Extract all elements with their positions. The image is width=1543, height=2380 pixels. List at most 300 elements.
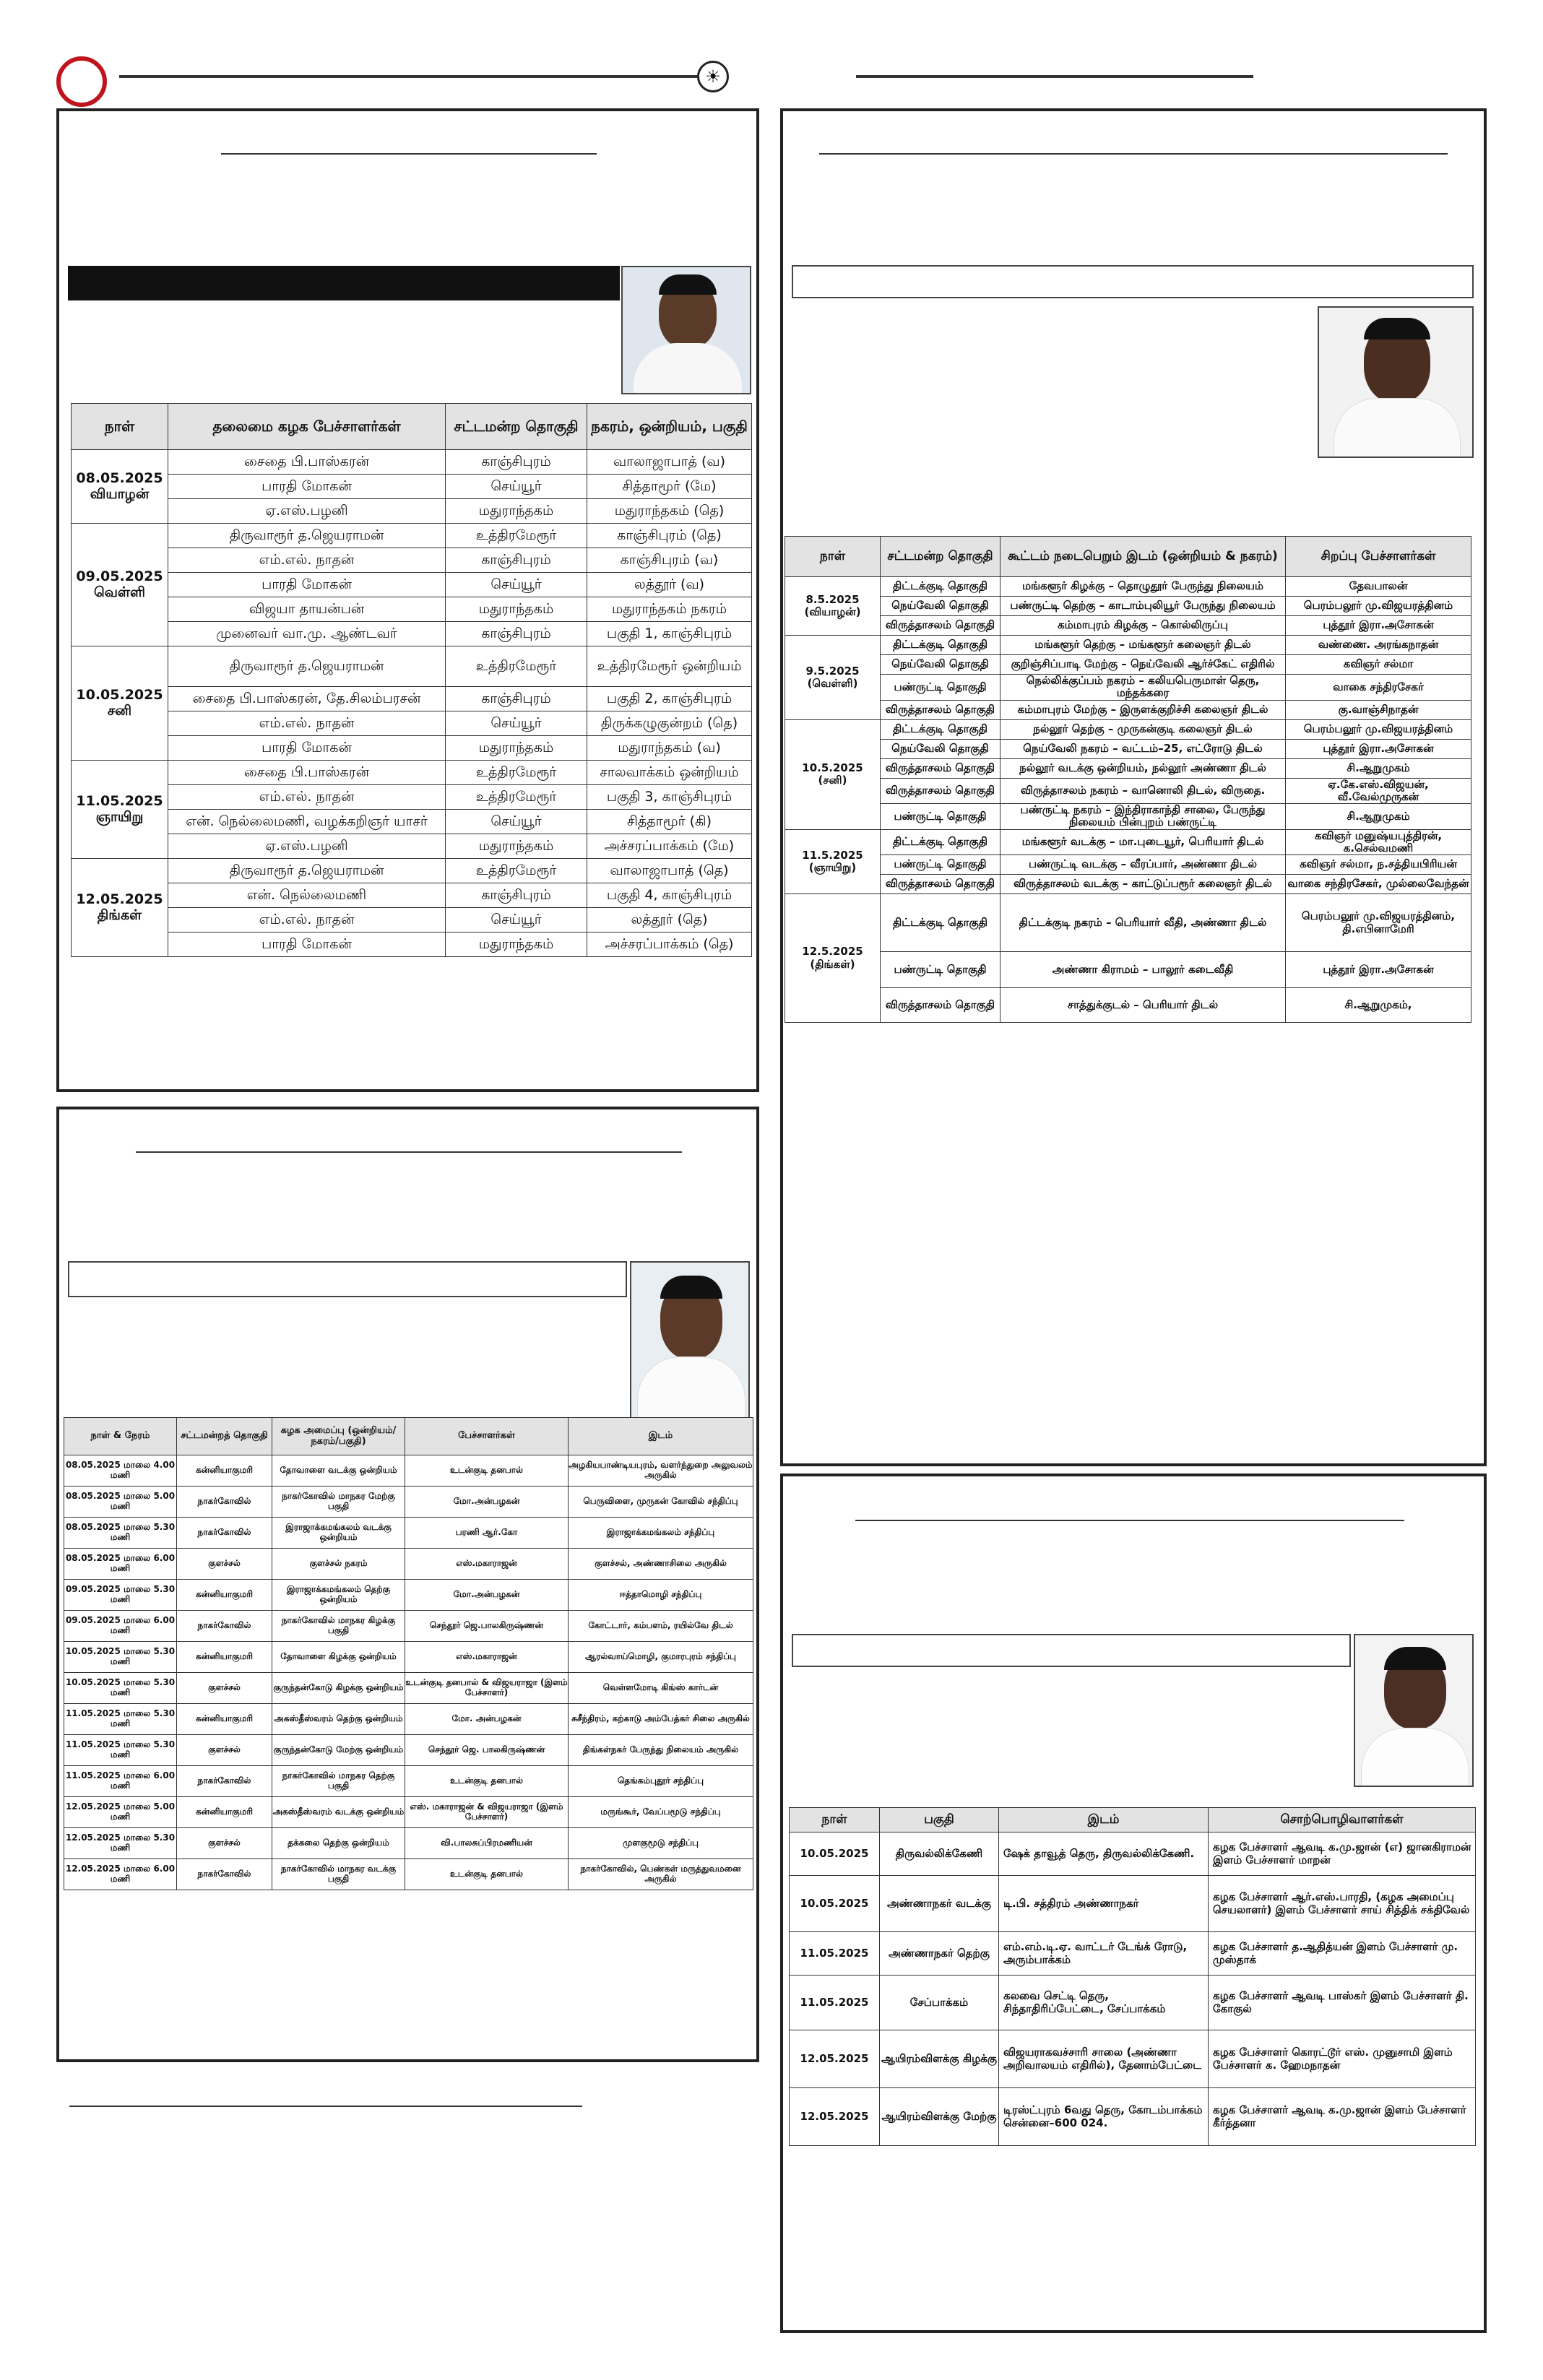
- column-header: நகரம், ஒன்றியம், பகுதி: [587, 404, 752, 450]
- table-row: [785, 675, 1471, 701]
- date-cell: 11.05.2025: [790, 1932, 880, 1976]
- table-row: [64, 1673, 753, 1704]
- schedule-table: [64, 1417, 753, 1890]
- constituency-cell: காஞ்சிபுரம்: [446, 450, 587, 475]
- speaker-cell: புத்தூர் இரா.அசோகன்: [1286, 739, 1471, 758]
- datetime-cell: 11.05.2025 மாலை 5.30 மணி: [64, 1735, 177, 1766]
- venue-cell: ஷேக் தாவூத் தெரு, திருவல்லிக்கேணி.: [999, 1832, 1209, 1876]
- datetime-cell: 12.05.2025 மாலை 6.00 மணி: [64, 1859, 177, 1890]
- speaker-cell: உடன்குடி தனபால் & விஜயராஜா (இளம் பேச்சாளர்): [405, 1673, 569, 1704]
- venue-cell: பண்ருட்டி வடக்கு – வீரப்பார், அண்ணா திடல்: [1000, 855, 1286, 875]
- date-cell: 10.05.2025: [790, 1876, 880, 1932]
- speaker-cell: எஸ்.மகாராஜன்: [405, 1642, 569, 1673]
- speaker-cell: முனைவர் வா.மு. ஆண்டவர்: [168, 622, 446, 646]
- area-cell: ஆயிரம்விளக்கு கிழக்கு: [880, 2030, 999, 2088]
- speaker-cell: விஜயா தாயன்பன்: [168, 597, 446, 622]
- venue-cell: பண்ருட்டி நகரம் – இந்திராகாந்தி சாலை, பேருந்து நிலையம் பின்புறம் பண்ருட்டி: [1000, 804, 1286, 830]
- venue-cell: நல்லூர் வடக்கு ஒன்றியம், நல்லூர் அண்ணா திடல்: [1000, 758, 1286, 778]
- constituency-cell: பண்ருட்டி தொகுதி: [881, 675, 1000, 701]
- area-cell: திருவல்லிக்கேணி: [880, 1832, 999, 1876]
- venue-cell: ஈத்தாமொழி சந்திப்பு: [569, 1580, 753, 1611]
- leader-photo: [1354, 1634, 1474, 1787]
- area-cell: வாலாஜாபாத் (வ): [587, 450, 752, 475]
- unit-cell: தோவாளை கிழக்கு ஒன்றியம்: [272, 1642, 405, 1673]
- area-cell: ஆயிரம்விளக்கு மேற்கு: [880, 2088, 999, 2146]
- speaker-cell: ஏ.கே.எஸ்.விஜயன், வீ.வேல்முருகன்: [1286, 778, 1471, 804]
- leader-photo: [630, 1261, 750, 1419]
- table-row: [72, 810, 752, 834]
- constituency-cell: நெய்வேலி தொகுதி: [881, 597, 1000, 616]
- venue-cell: கோட்டார், கம்பளம், ரயில்வே திடல்: [569, 1611, 753, 1642]
- constituency-cell: திட்டக்குடி தொகுதி: [881, 577, 1000, 597]
- venue-cell: திட்டக்குடி நகரம் – பெரியார் வீதி, அண்ணா திடல்: [1000, 894, 1286, 952]
- date-cell: 11.05.2025: [790, 1976, 880, 2030]
- schedule-box-kanchipuram: [56, 108, 759, 1092]
- venue-cell: கம்மாபுரம் மேற்கு – இருளக்குறிச்சி கலைஞர் திடல்: [1000, 700, 1286, 719]
- speaker-cell: கு.வாஞ்சிநாதன்: [1286, 700, 1471, 719]
- speaker-cell: பெரம்பலூர் மு.விஜயரத்தினம், தி.எபினாமேரி: [1286, 894, 1471, 952]
- unit-cell: தோவாளை வடக்கு ஒன்றியம்: [272, 1455, 405, 1487]
- venue-cell: திங்கள்நகர் பேருந்து நிலையம் அருகில்: [569, 1735, 753, 1766]
- venue-cell: இராஜாக்கமங்கலம் சந்திப்பு: [569, 1518, 753, 1549]
- constituency-cell: பண்ருட்டி தொகுதி: [881, 952, 1000, 988]
- table-row: [785, 778, 1471, 804]
- area-cell: திருக்கழுகுன்றம் (தெ): [587, 711, 752, 736]
- speaker-cell: கவிஞர் சல்மா: [1286, 655, 1471, 675]
- table-row: [790, 2030, 1476, 2088]
- table-row: [790, 1832, 1476, 1876]
- constituency-cell: கன்னியாகுமரி: [177, 1455, 272, 1487]
- speaker-cell: புத்தூர் இரா.அசோகன்: [1286, 616, 1471, 636]
- table-row: [790, 1976, 1476, 2030]
- speaker-cell: திருவாரூர் த.ஜெயராமன்: [168, 524, 446, 548]
- speaker-cell: சைதை பி.பாஸ்கரன்: [168, 450, 446, 475]
- constituency-cell: பண்ருட்டி தொகுதி: [881, 804, 1000, 830]
- constituency-cell: செய்யூர்: [446, 573, 587, 597]
- venue-cell: கலவை செட்டி தெரு, சிந்தாதிரிப்பேட்டை, சேப்பாக்கம்: [999, 1976, 1209, 2030]
- table-row: [72, 761, 752, 785]
- venue-cell: நெய்வேலி நகரம் – வட்டம்–25, எட்ரோடு திடல்: [1000, 739, 1286, 758]
- venue-cell: பண்ருட்டி தெற்கு – காடாம்புலியூர் பேருந்து நிலையம்: [1000, 597, 1286, 616]
- area-cell: காஞ்சிபுரம் (தெ): [587, 524, 752, 548]
- table-row: [785, 758, 1471, 778]
- speaker-cell: கவிஞர் மனுஷ்யபுத்திரன், க.செல்வமணி: [1286, 829, 1471, 855]
- constituency-cell: மதுராந்தகம்: [446, 597, 587, 622]
- speaker-cell: என். நெல்லைமணி, வழக்கறிஞர் யாசர்: [168, 810, 446, 834]
- speaker-cell: உடன்குடி தனபால்: [405, 1455, 569, 1487]
- unit-cell: அகஸ்தீஸ்வரம் தெற்கு ஒன்றியம்: [272, 1704, 405, 1735]
- constituency-cell: கன்னியாகுமரி: [177, 1580, 272, 1611]
- constituency-cell: செய்யூர்: [446, 810, 587, 834]
- column-header: கழக அமைப்பு (ஒன்றியம்/நகரம்/பகுதி): [272, 1418, 405, 1455]
- column-header: சட்டமன்ற தொகுதி: [446, 404, 587, 450]
- constituency-cell: காஞ்சிபுரம்: [446, 687, 587, 711]
- column-header: சட்டமன்ற தொகுதி: [881, 537, 1000, 577]
- datetime-cell: 11.05.2025 மாலை 6.00 மணி: [64, 1766, 177, 1797]
- table-row: [72, 883, 752, 908]
- table-row: [64, 1704, 753, 1735]
- table-row: [72, 736, 752, 761]
- speaker-cell: செந்தூர் ஜெ.பாலகிருஷ்ணன்: [405, 1611, 569, 1642]
- column-header: நாள் & நேரம்: [64, 1418, 177, 1455]
- table-row: [64, 1859, 753, 1890]
- table-row: [64, 1797, 753, 1828]
- table-row: [785, 804, 1471, 830]
- headline-bar: [68, 1261, 627, 1297]
- table-row: [72, 908, 752, 932]
- date-cell: 12.05.2025 திங்கள்: [72, 859, 168, 957]
- speaker-cell: கழக பேச்சாளர் ஆவடி க.மு.ஜான் இளம் பேச்சாளர் கீர்த்தனா: [1209, 2088, 1476, 2146]
- column-header: பகுதி: [880, 1808, 999, 1832]
- unit-cell: இராஜாக்கமங்கலம் வடக்கு ஒன்றியம்: [272, 1518, 405, 1549]
- constituency-cell: திட்டக்குடி தொகுதி: [881, 636, 1000, 655]
- speaker-cell: எம்.எல். நாதன்: [168, 785, 446, 810]
- constituency-cell: திட்டக்குடி தொகுதி: [881, 719, 1000, 739]
- area-cell: மதுராந்தகம் (தெ): [587, 499, 752, 524]
- table-row: [785, 577, 1471, 597]
- constituency-cell: காஞ்சிபுரம்: [446, 883, 587, 908]
- headline-rule: [136, 1151, 682, 1153]
- speaker-cell: எம்.எல். நாதன்: [168, 711, 446, 736]
- table-row: [72, 450, 752, 475]
- schedule-table: [785, 536, 1471, 1023]
- headline-rule: [819, 153, 1448, 155]
- date-cell: 9.5.2025 (வெள்ளி): [785, 636, 881, 720]
- speaker-cell: வாகை சந்திரசேகர்: [1286, 675, 1471, 701]
- area-cell: பகுதி 3, காஞ்சிபுரம்: [587, 785, 752, 810]
- area-cell: அச்சரப்பாக்கம் (மே): [587, 834, 752, 859]
- table-row: [64, 1549, 753, 1580]
- table-row: [785, 616, 1471, 636]
- table-row: [64, 1611, 753, 1642]
- speaker-cell: பெரம்பலூர் மு.விஜயரத்தினம்: [1286, 597, 1471, 616]
- venue-cell: மங்களூர் தெற்கு – மங்களூர் கலைஞர் திடல்: [1000, 636, 1286, 655]
- speaker-cell: ஏ.எஸ்.பழனி: [168, 499, 446, 524]
- unit-cell: இராஜாக்கமங்கலம் தெற்கு ஒன்றியம்: [272, 1580, 405, 1611]
- area-cell: சாலவாக்கம் ஒன்றியம்: [587, 761, 752, 785]
- datetime-cell: 08.05.2025 மாலை 5.30 மணி: [64, 1518, 177, 1549]
- datetime-cell: 08.05.2025 மாலை 6.00 மணி: [64, 1549, 177, 1580]
- datetime-cell: 09.05.2025 மாலை 6.00 மணி: [64, 1611, 177, 1642]
- constituency-cell: விருத்தாசலம் தொகுதி: [881, 778, 1000, 804]
- area-cell: மதுராந்தகம் நகரம்: [587, 597, 752, 622]
- datetime-cell: 08.05.2025 மாலை 4.00 மணி: [64, 1455, 177, 1487]
- column-header: சொற்பொழிவாளர்கள்: [1209, 1808, 1476, 1832]
- datetime-cell: 08.05.2025 மாலை 5.00 மணி: [64, 1487, 177, 1518]
- area-cell: சித்தாமூர் (கி): [587, 810, 752, 834]
- column-header: நாள்: [790, 1808, 880, 1832]
- constituency-cell: நெய்வேலி தொகுதி: [881, 739, 1000, 758]
- date-cell: 10.05.2025 சனி: [72, 646, 168, 761]
- constituency-cell: உத்திரமேரூர்: [446, 761, 587, 785]
- venue-cell: விருத்தாசலம் நகரம் – வானொலி திடல், விருதை.: [1000, 778, 1286, 804]
- unit-cell: நாகர்கோவில் மாநகர தெற்கு பகுதி: [272, 1766, 405, 1797]
- table-row: [64, 1518, 753, 1549]
- venue-cell: டி.பி. சத்திரம் அண்ணாநகர்: [999, 1876, 1209, 1932]
- table-row: [72, 932, 752, 957]
- table-row: [785, 636, 1471, 655]
- venue-cell: ஆரல்வாய்மொழி, குமாரபுரம் சந்திப்பு: [569, 1642, 753, 1673]
- speaker-cell: வண்ணை. அரங்கநாதன்: [1286, 636, 1471, 655]
- constituency-cell: குளச்சல்: [177, 1735, 272, 1766]
- area-cell: காஞ்சிபுரம் (வ): [587, 548, 752, 573]
- speaker-cell: கழக பேச்சாளர் ஆவடி க.மு.ஜான் (எ) ஜானகிராமன் இளம் பேச்சாளர் மாறன்: [1209, 1832, 1476, 1876]
- venue-cell: குளச்சல், அண்ணாசிலை அருகில்: [569, 1549, 753, 1580]
- area-cell: மதுராந்தகம் (வ): [587, 736, 752, 761]
- constituency-cell: மதுராந்தகம்: [446, 736, 587, 761]
- constituency-cell: செய்யூர்: [446, 475, 587, 499]
- date-cell: 12.05.2025: [790, 2088, 880, 2146]
- constituency-cell: மதுராந்தகம்: [446, 834, 587, 859]
- date-cell: 08.05.2025 வியாழன்: [72, 450, 168, 524]
- constituency-cell: விருத்தாசலம் தொகுதி: [881, 616, 1000, 636]
- constituency-cell: மதுராந்தகம்: [446, 499, 587, 524]
- unit-cell: குருந்தன்கோடு கிழக்கு ஒன்றியம்: [272, 1673, 405, 1704]
- table-row: [64, 1487, 753, 1518]
- constituency-cell: கன்னியாகுமரி: [177, 1642, 272, 1673]
- venue-cell: முளகுமூடு சந்திப்பு: [569, 1828, 753, 1859]
- headline-bar: [792, 1634, 1351, 1667]
- table-row: [72, 834, 752, 859]
- speaker-cell: சைதை பி.பாஸ்கரன், தே.சிலம்பரசன்: [168, 687, 446, 711]
- constituency-cell: கன்னியாகுமரி: [177, 1704, 272, 1735]
- speaker-cell: கவிஞர் சல்மா, ந.சத்தியபிரியன்: [1286, 855, 1471, 875]
- speaker-cell: எம்.எல். நாதன்: [168, 548, 446, 573]
- constituency-cell: காஞ்சிபுரம்: [446, 548, 587, 573]
- schedule-box-kanyakumari: [56, 1107, 759, 2062]
- constituency-cell: நாகர்கோவில்: [177, 1518, 272, 1549]
- date-cell: 12.5.2025 (திங்கள்): [785, 894, 881, 1023]
- table-row: [785, 739, 1471, 758]
- constituency-cell: பண்ருட்டி தொகுதி: [881, 855, 1000, 875]
- headline-rule: [221, 153, 597, 155]
- venue-cell: கம்மாபுரம் கிழக்கு – கொல்லிருப்பு: [1000, 616, 1286, 636]
- area-cell: அச்சரப்பாக்கம் (தெ): [587, 932, 752, 957]
- constituency-cell: மதுராந்தகம்: [446, 932, 587, 957]
- speaker-cell: வி.பாலசுப்பிரமணியன்: [405, 1828, 569, 1859]
- constituency-cell: நாகர்கோவில்: [177, 1766, 272, 1797]
- table-row: [72, 622, 752, 646]
- venue-cell: தெங்கம்புதூர் சந்திப்பு: [569, 1766, 753, 1797]
- schedule-table: [71, 403, 752, 957]
- constituency-cell: நாகர்கோவில்: [177, 1487, 272, 1518]
- venue-cell: குறிஞ்சிப்பாடி மேற்கு – நெய்வேலி ஆர்ச்கேட் எதிரில்: [1000, 655, 1286, 675]
- column-header: இடம்: [999, 1808, 1209, 1832]
- datetime-cell: 12.05.2025 மாலை 5.30 மணி: [64, 1828, 177, 1859]
- table-row: [785, 719, 1471, 739]
- constituency-cell: உத்திரமேரூர்: [446, 646, 587, 687]
- speaker-cell: பாரதி மோகன்: [168, 932, 446, 957]
- table-row: [64, 1455, 753, 1487]
- date-cell: 12.05.2025: [790, 2030, 880, 2088]
- venue-cell: விருத்தாசலம் வடக்கு – காட்டுப்பரூர் கலைஞர் திடல்: [1000, 875, 1286, 894]
- constituency-cell: விருத்தாசலம் தொகுதி: [881, 700, 1000, 719]
- table-row: [72, 499, 752, 524]
- venue-cell: நல்லூர் தெற்கு – முருகன்குடி கலைஞர் திடல்: [1000, 719, 1286, 739]
- datetime-cell: 11.05.2025 மாலை 5.30 மணி: [64, 1704, 177, 1735]
- speaker-cell: சைதை பி.பாஸ்கரன்: [168, 761, 446, 785]
- constituency-cell: காஞ்சிபுரம்: [446, 622, 587, 646]
- speaker-cell: வாகை சந்திரசேகர், முல்லைவேந்தன்: [1286, 875, 1471, 894]
- constituency-cell: குளச்சல்: [177, 1828, 272, 1859]
- speaker-cell: பாரதி மோகன்: [168, 573, 446, 597]
- venue-cell: டிரஸ்ட்புரம் 6வது தெரு, கோடம்பாக்கம் சென்னை–600 024.: [999, 2088, 1209, 2146]
- table-row: [785, 875, 1471, 894]
- constituency-cell: திட்டக்குடி தொகுதி: [881, 829, 1000, 855]
- table-row: [64, 1580, 753, 1611]
- venue-cell: மங்களூர் வடக்கு – மா.புடையூர், பெரியார் திடல்: [1000, 829, 1286, 855]
- table-row: [785, 700, 1471, 719]
- footer-rule: [69, 2106, 582, 2107]
- constituency-cell: கன்னியாகுமரி: [177, 1797, 272, 1828]
- column-header: கூட்டம் நடைபெறும் இடம் (ஒன்றியம் & நகரம்): [1000, 537, 1286, 577]
- headline-bar: [68, 266, 620, 300]
- speaker-cell: எஸ்.மகாராஜன்: [405, 1549, 569, 1580]
- unit-cell: தக்கலை தெற்கு ஒன்றியம்: [272, 1828, 405, 1859]
- table-row: [72, 475, 752, 499]
- unit-cell: நாகர்கோவில் மாநகர கிழக்கு பகுதி: [272, 1611, 405, 1642]
- column-header: இடம்: [569, 1418, 753, 1455]
- venue-cell: சாத்துக்குடல் – பெரியார் திடல்: [1000, 988, 1286, 1023]
- speaker-cell: சி.ஆறுமுகம்: [1286, 804, 1471, 830]
- column-header: சிறப்பு பேச்சாளர்கள்: [1286, 537, 1471, 577]
- column-header: நாள்: [72, 404, 168, 450]
- table-row: [790, 1932, 1476, 1976]
- headline-rule: [855, 1520, 1404, 1521]
- speaker-cell: திருவாரூர் த.ஜெயராமன்: [168, 859, 446, 883]
- speaker-cell: புத்தூர் இரா.அசோகன்: [1286, 952, 1471, 988]
- constituency-cell: நாகர்கோவில்: [177, 1611, 272, 1642]
- speaker-cell: பாரதி மோகன்: [168, 736, 446, 761]
- table-row: [72, 646, 752, 687]
- speaker-cell: கழக பேச்சாளர் ஆவடி பாஸ்கர் இளம் பேச்சாளர் தி. கோகுல்: [1209, 1976, 1476, 2030]
- constituency-cell: குளச்சல்: [177, 1549, 272, 1580]
- venue-cell: மருங்கூர், வேப்பமூடு சந்திப்பு: [569, 1797, 753, 1828]
- venue-cell: மங்களூர் கிழக்கு – தொழுதூர் பேருந்து நிலையம்: [1000, 577, 1286, 597]
- table-row: [72, 573, 752, 597]
- masthead-rule: [119, 75, 697, 78]
- constituency-cell: விருத்தாசலம் தொகுதி: [881, 988, 1000, 1023]
- table-row: [64, 1766, 753, 1797]
- speaker-cell: பாரதி மோகன்: [168, 475, 446, 499]
- speaker-cell: மோ. அன்பழகன்: [405, 1704, 569, 1735]
- constituency-cell: திட்டக்குடி தொகுதி: [881, 894, 1000, 952]
- speaker-cell: சி.ஆறுமுகம்: [1286, 758, 1471, 778]
- venue-cell: விஜயராகவச்சாரி சாலை (அண்ணா அறிவாலயம் எதிரில்), தேனாம்பேட்டை: [999, 2030, 1209, 2088]
- date-cell: 10.5.2025 (சனி): [785, 719, 881, 829]
- table-row: [72, 859, 752, 883]
- speaker-cell: மோ.அன்பழகன்: [405, 1487, 569, 1518]
- table-row: [785, 988, 1471, 1023]
- leader-photo: [1318, 306, 1474, 458]
- area-cell: பகுதி 1, காஞ்சிபுரம்: [587, 622, 752, 646]
- column-header: பேச்சாளர்கள்: [405, 1418, 569, 1455]
- area-cell: உத்திரமேரூர் ஒன்றியம்: [587, 646, 752, 687]
- constituency-cell: நெய்வேலி தொகுதி: [881, 655, 1000, 675]
- table-row: [64, 1642, 753, 1673]
- masthead-rule-right: [856, 75, 1253, 78]
- area-cell: அண்ணாநகர் தெற்கு: [880, 1932, 999, 1976]
- unit-cell: குளச்சல் நகரம்: [272, 1549, 405, 1580]
- speaker-cell: உடன்குடி தனபால்: [405, 1766, 569, 1797]
- table-row: [790, 1876, 1476, 1932]
- unit-cell: அகஸ்தீஸ்வரம் வடக்கு ஒன்றியம்: [272, 1797, 405, 1828]
- table-row: [72, 597, 752, 622]
- date-cell: 11.5.2025 (ஞாயிறு): [785, 829, 881, 894]
- table-row: [64, 1828, 753, 1859]
- speaker-cell: பரணி ஆர்.கோ: [405, 1518, 569, 1549]
- speaker-cell: கழக பேச்சாளர் த.ஆதித்யன் இளம் பேச்சாளர் மு. முஸ்தாக்: [1209, 1932, 1476, 1976]
- date-cell: 10.05.2025: [790, 1832, 880, 1876]
- area-cell: லத்தூர் (தெ): [587, 908, 752, 932]
- constituency-cell: குளச்சல்: [177, 1673, 272, 1704]
- venue-cell: நெல்லிக்குப்பம் நகரம் – கலியபெருமாள் தெரு, மந்தக்கரை: [1000, 675, 1286, 701]
- area-cell: பகுதி 2, காஞ்சிபுரம்: [587, 687, 752, 711]
- speaker-cell: உடன்குடி தனபால்: [405, 1859, 569, 1890]
- table-row: [785, 597, 1471, 616]
- venue-cell: எம்.எம்.டி.ஏ. வாட்டர் டேங்க் ரோடு, அரும்பாக்கம்: [999, 1932, 1209, 1976]
- venue-cell: அழகியபாண்டியபுரம், வளர்ந்துறை அலுவலம் அருகில்: [569, 1455, 753, 1487]
- column-header: சட்டமன்றத் தொகுதி: [177, 1418, 272, 1455]
- schedule-box-cuddalore: [780, 108, 1487, 1466]
- table-row: [64, 1735, 753, 1766]
- table-row: [72, 785, 752, 810]
- speaker-cell: சி.ஆறுமுகம்,: [1286, 988, 1471, 1023]
- venue-cell: பெருவிளை, முருகன் கோவில் சந்திப்பு: [569, 1487, 753, 1518]
- speaker-cell: கழக பேச்சாளர் ஆர்.எஸ்.பாரதி, (கழக அமைப்பு செயலாளர்) இளம் பேச்சாளர் சாய் சித்திக் சக்திவேல்: [1209, 1876, 1476, 1932]
- constituency-cell: செய்யூர்: [446, 908, 587, 932]
- table-row: [72, 711, 752, 736]
- speaker-cell: செந்தூர் ஜெ. பாலகிருஷ்ணன்: [405, 1735, 569, 1766]
- constituency-cell: உத்திரமேரூர்: [446, 859, 587, 883]
- unit-cell: நாகர்கோவில் மாநகர வடக்கு பகுதி: [272, 1859, 405, 1890]
- speaker-cell: தேவபாலன்: [1286, 577, 1471, 597]
- date-cell: 8.5.2025 (வியாழன்): [785, 577, 881, 636]
- date-cell: 11.05.2025 ஞாயிறு: [72, 761, 168, 859]
- table-row: [785, 952, 1471, 988]
- constituency-cell: விருத்தாசலம் தொகுதி: [881, 758, 1000, 778]
- masthead-ring-logo: [56, 56, 107, 107]
- column-header: தலைமை கழக பேச்சாளர்கள்: [168, 404, 446, 450]
- column-header: நாள்: [785, 537, 881, 577]
- venue-cell: சுசீந்திரம், கற்காடு அம்பேத்கர் சிலை அருகில்: [569, 1704, 753, 1735]
- constituency-cell: உத்திரமேரூர்: [446, 785, 587, 810]
- datetime-cell: 10.05.2025 மாலை 5.30 மணி: [64, 1642, 177, 1673]
- date-cell: 09.05.2025 வெள்ளி: [72, 524, 168, 646]
- area-cell: பகுதி 4, காஞ்சிபுரம்: [587, 883, 752, 908]
- schedule-box-chennai: [780, 1474, 1487, 2333]
- venue-cell: நாகர்கோவில், பெண்கள் மருத்துவமனை அருகில்: [569, 1859, 753, 1890]
- headline-bar: [792, 265, 1474, 298]
- table-row: [785, 655, 1471, 675]
- speaker-cell: என். நெல்லைமணி: [168, 883, 446, 908]
- unit-cell: நாகர்கோவில் மாநகர மேற்கு பகுதி: [272, 1487, 405, 1518]
- table-row: [72, 548, 752, 573]
- leader-photo: [621, 266, 751, 394]
- table-row: [790, 2088, 1476, 2146]
- speaker-cell: திருவாரூர் த.ஜெயராமன்: [168, 646, 446, 687]
- venue-cell: அண்ணா கிராமம் – பாலூர் கடைவீதி: [1000, 952, 1286, 988]
- speaker-cell: மோ.அன்பழகன்: [405, 1580, 569, 1611]
- table-row: [72, 524, 752, 548]
- unit-cell: குருந்தன்கோடு மேற்கு ஒன்றியம்: [272, 1735, 405, 1766]
- venue-cell: வெள்ளமோடி கிங்ஸ் கார்டன்: [569, 1673, 753, 1704]
- area-cell: அண்ணாநகர் வடக்கு: [880, 1876, 999, 1932]
- speaker-cell: பெரம்பலூர் மு.விஜயரத்தினம்: [1286, 719, 1471, 739]
- datetime-cell: 10.05.2025 மாலை 5.30 மணி: [64, 1673, 177, 1704]
- area-cell: லத்தூர் (வ): [587, 573, 752, 597]
- table-row: [785, 829, 1471, 855]
